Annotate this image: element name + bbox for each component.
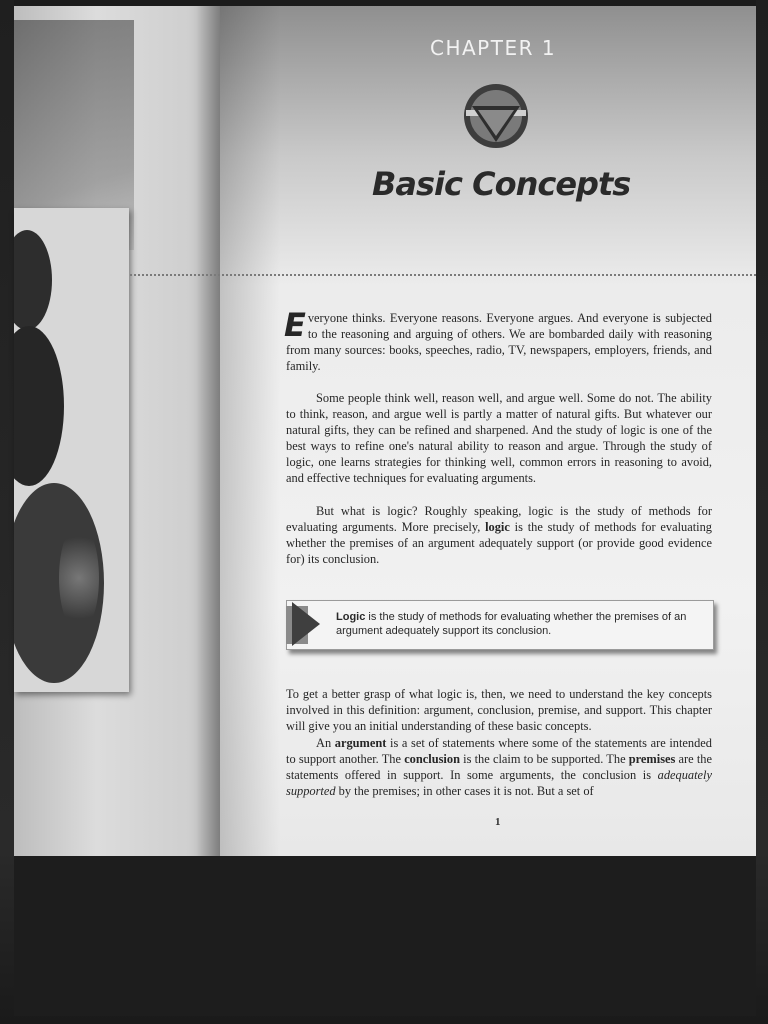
p5-text-a: An bbox=[316, 736, 335, 750]
stone-shape-bottom bbox=[14, 483, 104, 683]
paragraph-3-text-b: is the study of methods for evaluating whether the premises of an argument adequately support (or provide good evidence for) its conclusion. bbox=[286, 520, 712, 566]
scan-bottom-edge bbox=[14, 856, 756, 1016]
page-number: 1 bbox=[495, 816, 501, 828]
stone-shape-top bbox=[14, 230, 52, 330]
paragraph-1 bbox=[284, 306, 712, 374]
callout-arrow-icon bbox=[286, 600, 322, 648]
phrase-adequately-supported: adequately supported bbox=[286, 768, 712, 798]
dotted-divider bbox=[130, 274, 756, 276]
right-page-shadow bbox=[220, 6, 280, 856]
p5-text-e: are the statements offered in support. In some arguments, the conclusion is bbox=[286, 752, 712, 782]
paragraph-3 bbox=[286, 503, 712, 567]
callout-term: Logic bbox=[336, 611, 366, 623]
paragraph-1-text: veryone thinks. Everyone reasons. Everyone argues. And everyone is subjected to the reasoning and arguing of others. We are bombarded daily with reasoning from many sources: books, speeches, radio, TV, newspapers, employers, friends, and family. bbox=[286, 311, 712, 373]
p5-text-f: by the premises; in other cases it is not. But a set of bbox=[335, 784, 594, 798]
chapter-triangle-icon bbox=[462, 82, 530, 150]
paragraph-4: To get a better grasp of what logic is, then, we need to understand the key concepts involved in this definition: argument, conclusion, premise, and support. This chapter will give you an initial understanding of these basic concepts. bbox=[286, 687, 712, 733]
book-gutter bbox=[196, 6, 222, 858]
paragraph-5 bbox=[286, 735, 712, 799]
p5-text-d: is the claim to be supported. The bbox=[459, 752, 629, 766]
photo-insert bbox=[14, 208, 129, 692]
stone-shape-middle bbox=[14, 326, 64, 486]
term-argument: argument bbox=[334, 736, 387, 750]
callout-definition: is the study of methods for evaluating whether the premises of an argument adequately support its conclusion. bbox=[336, 611, 687, 637]
term-conclusion: conclusion bbox=[404, 752, 460, 766]
stone-texture bbox=[59, 523, 99, 633]
p5-text-c: is a set of statements where some of the statements are intended to support another. The bbox=[286, 736, 712, 766]
term-premises: premises bbox=[628, 752, 676, 766]
definition-callout-text bbox=[336, 610, 706, 638]
chapter-label: CHAPTER 1 bbox=[430, 36, 557, 60]
chapter-title: Basic Concepts bbox=[372, 165, 631, 203]
paragraph-2: Some people think well, reason well, and argue well. Some do not. The ability to think, reason, and argue well is partly a matter of natural gifts. But whatever our natural gifts, they can be refined and sharpened. And the study of logic is one of the best ways to refine one's natural ability to reason and argue. Through the study of logic, one learns strategies for thinking well, common errors in reasoning to avoid, and effective techniques for evaluating arguments. bbox=[286, 391, 712, 485]
paragraph-3-text-a: But what is logic? Roughly speaking, logic is the study of methods for evaluating arguments. More precisely, bbox=[286, 504, 712, 534]
drop-cap: E bbox=[284, 306, 306, 344]
term-logic: logic bbox=[485, 520, 510, 534]
